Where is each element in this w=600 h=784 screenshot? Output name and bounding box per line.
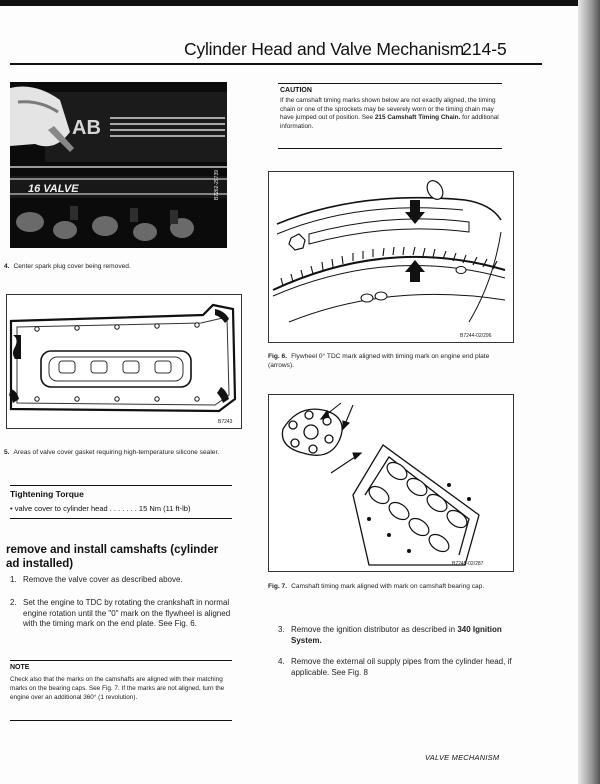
step-3 xyxy=(278,625,512,646)
flywheel-diagram xyxy=(269,172,513,342)
badge-text: 16 VALVE xyxy=(28,183,79,195)
engine-photo-illustration xyxy=(10,82,227,248)
step-2 xyxy=(10,598,232,630)
footer-section-label: VALVE MECHANISM xyxy=(425,753,500,762)
fig4-number: 4. xyxy=(4,263,10,270)
fig6-number: Fig. 6. xyxy=(268,353,288,360)
caution-text-before: If the camshaft timing marks shown below are not exactly aligned, the timing chain or one of the sprockets may be severely worn or the timing chain may have jumped out of position. See xyxy=(280,97,496,122)
step-3-number: 3. xyxy=(278,625,285,634)
fig6-caption-text: Flywheel 0° TDC mark aligned with timing mark on engine end plate (arrows). xyxy=(268,353,490,369)
step-3-ref: 340 Ignition System. xyxy=(291,625,502,645)
step-3-text-before: Remove the ignition distributor as described in xyxy=(291,625,456,634)
fig5-caption xyxy=(4,448,240,457)
note-rule-top xyxy=(10,660,232,661)
step-1-text: Remove the valve cover as described above. xyxy=(23,575,183,584)
step-2-number: 2. xyxy=(10,598,17,607)
scan-edge-top xyxy=(0,0,600,6)
note-title: NOTE xyxy=(10,664,30,671)
fig6-box xyxy=(268,171,514,343)
scan-edge-right xyxy=(578,0,600,784)
page-number: 214-5 xyxy=(462,39,507,59)
step-2-text: Set the engine to TDC by rotating the crankshaft in normal engine rotation until the "0" mark on the flywheel is aligned with the timing mark on the end plate. See Fig. 6. xyxy=(23,598,231,628)
fig5-box xyxy=(6,294,242,429)
fig7-caption xyxy=(268,582,512,591)
camshaft-diagram xyxy=(269,395,513,571)
section-heading-line1: remove and install camshafts (cylinder xyxy=(6,544,219,556)
caution-rule-bottom xyxy=(278,148,502,149)
fig7-caption-text: Camshaft timing mark aligned with mark on camshaft bearing cap. xyxy=(291,583,485,590)
step-4-number: 4. xyxy=(278,657,285,666)
step-1-number: 1. xyxy=(10,575,17,584)
fig4-caption xyxy=(4,262,229,271)
step-3-text xyxy=(291,625,512,646)
torque-spec: • valve cover to cylinder head . . . . . . . 15 Nm (11 ft-lb) xyxy=(10,504,191,513)
caution-text xyxy=(280,97,502,131)
step-1 xyxy=(10,575,232,586)
fig7-number: Fig. 7. xyxy=(268,583,288,590)
section-heading-line2: ad installed) xyxy=(6,558,74,570)
section-heading xyxy=(6,543,218,571)
step-4-text: Remove the external oil supply pipes from the cylinder head, if applicable. See Fig. 8 xyxy=(291,657,512,677)
torque-title: Tightening Torque xyxy=(10,489,84,499)
engine-photo xyxy=(10,82,227,248)
caution-rule-top xyxy=(278,83,502,84)
fig5-code: B7243 xyxy=(218,419,233,425)
note-text: Check also that the marks on the camshafts are aligned with their matching marks on the bearing caps. See Fig. 7. If the marks are not aligned, turn the engine over an additional 360° (1 revolution). xyxy=(10,676,225,701)
fig7-code: B7245-02/287 xyxy=(452,561,484,567)
torque-rule-top xyxy=(10,485,232,486)
note-rule-bottom xyxy=(10,720,232,721)
fig5-caption-text: Areas of valve cover gasket requiring high-temperature silicone sealer. xyxy=(13,449,220,456)
caution-title: CAUTION xyxy=(280,87,312,94)
step-4 xyxy=(278,657,512,678)
page-title: Cylinder Head and Valve Mechanism xyxy=(184,39,465,59)
photo-code: B7262-29739 xyxy=(214,169,220,200)
fig4-caption-text: Center spark plug cover being removed. xyxy=(13,263,131,270)
fig5-number: 5. xyxy=(4,449,10,456)
fig6-code: B7244-02/296 xyxy=(460,333,492,339)
valve-cover-gasket-diagram xyxy=(7,295,241,428)
logo-text: AB xyxy=(72,117,101,139)
header-rule xyxy=(10,63,542,65)
fig6-caption xyxy=(268,352,512,370)
caution-ref: 215 Camshaft Timing Chain. xyxy=(374,114,461,122)
fig7-box xyxy=(268,394,514,572)
torque-rule-bottom xyxy=(10,518,232,519)
caution-text-after: for additional information. xyxy=(280,114,499,130)
